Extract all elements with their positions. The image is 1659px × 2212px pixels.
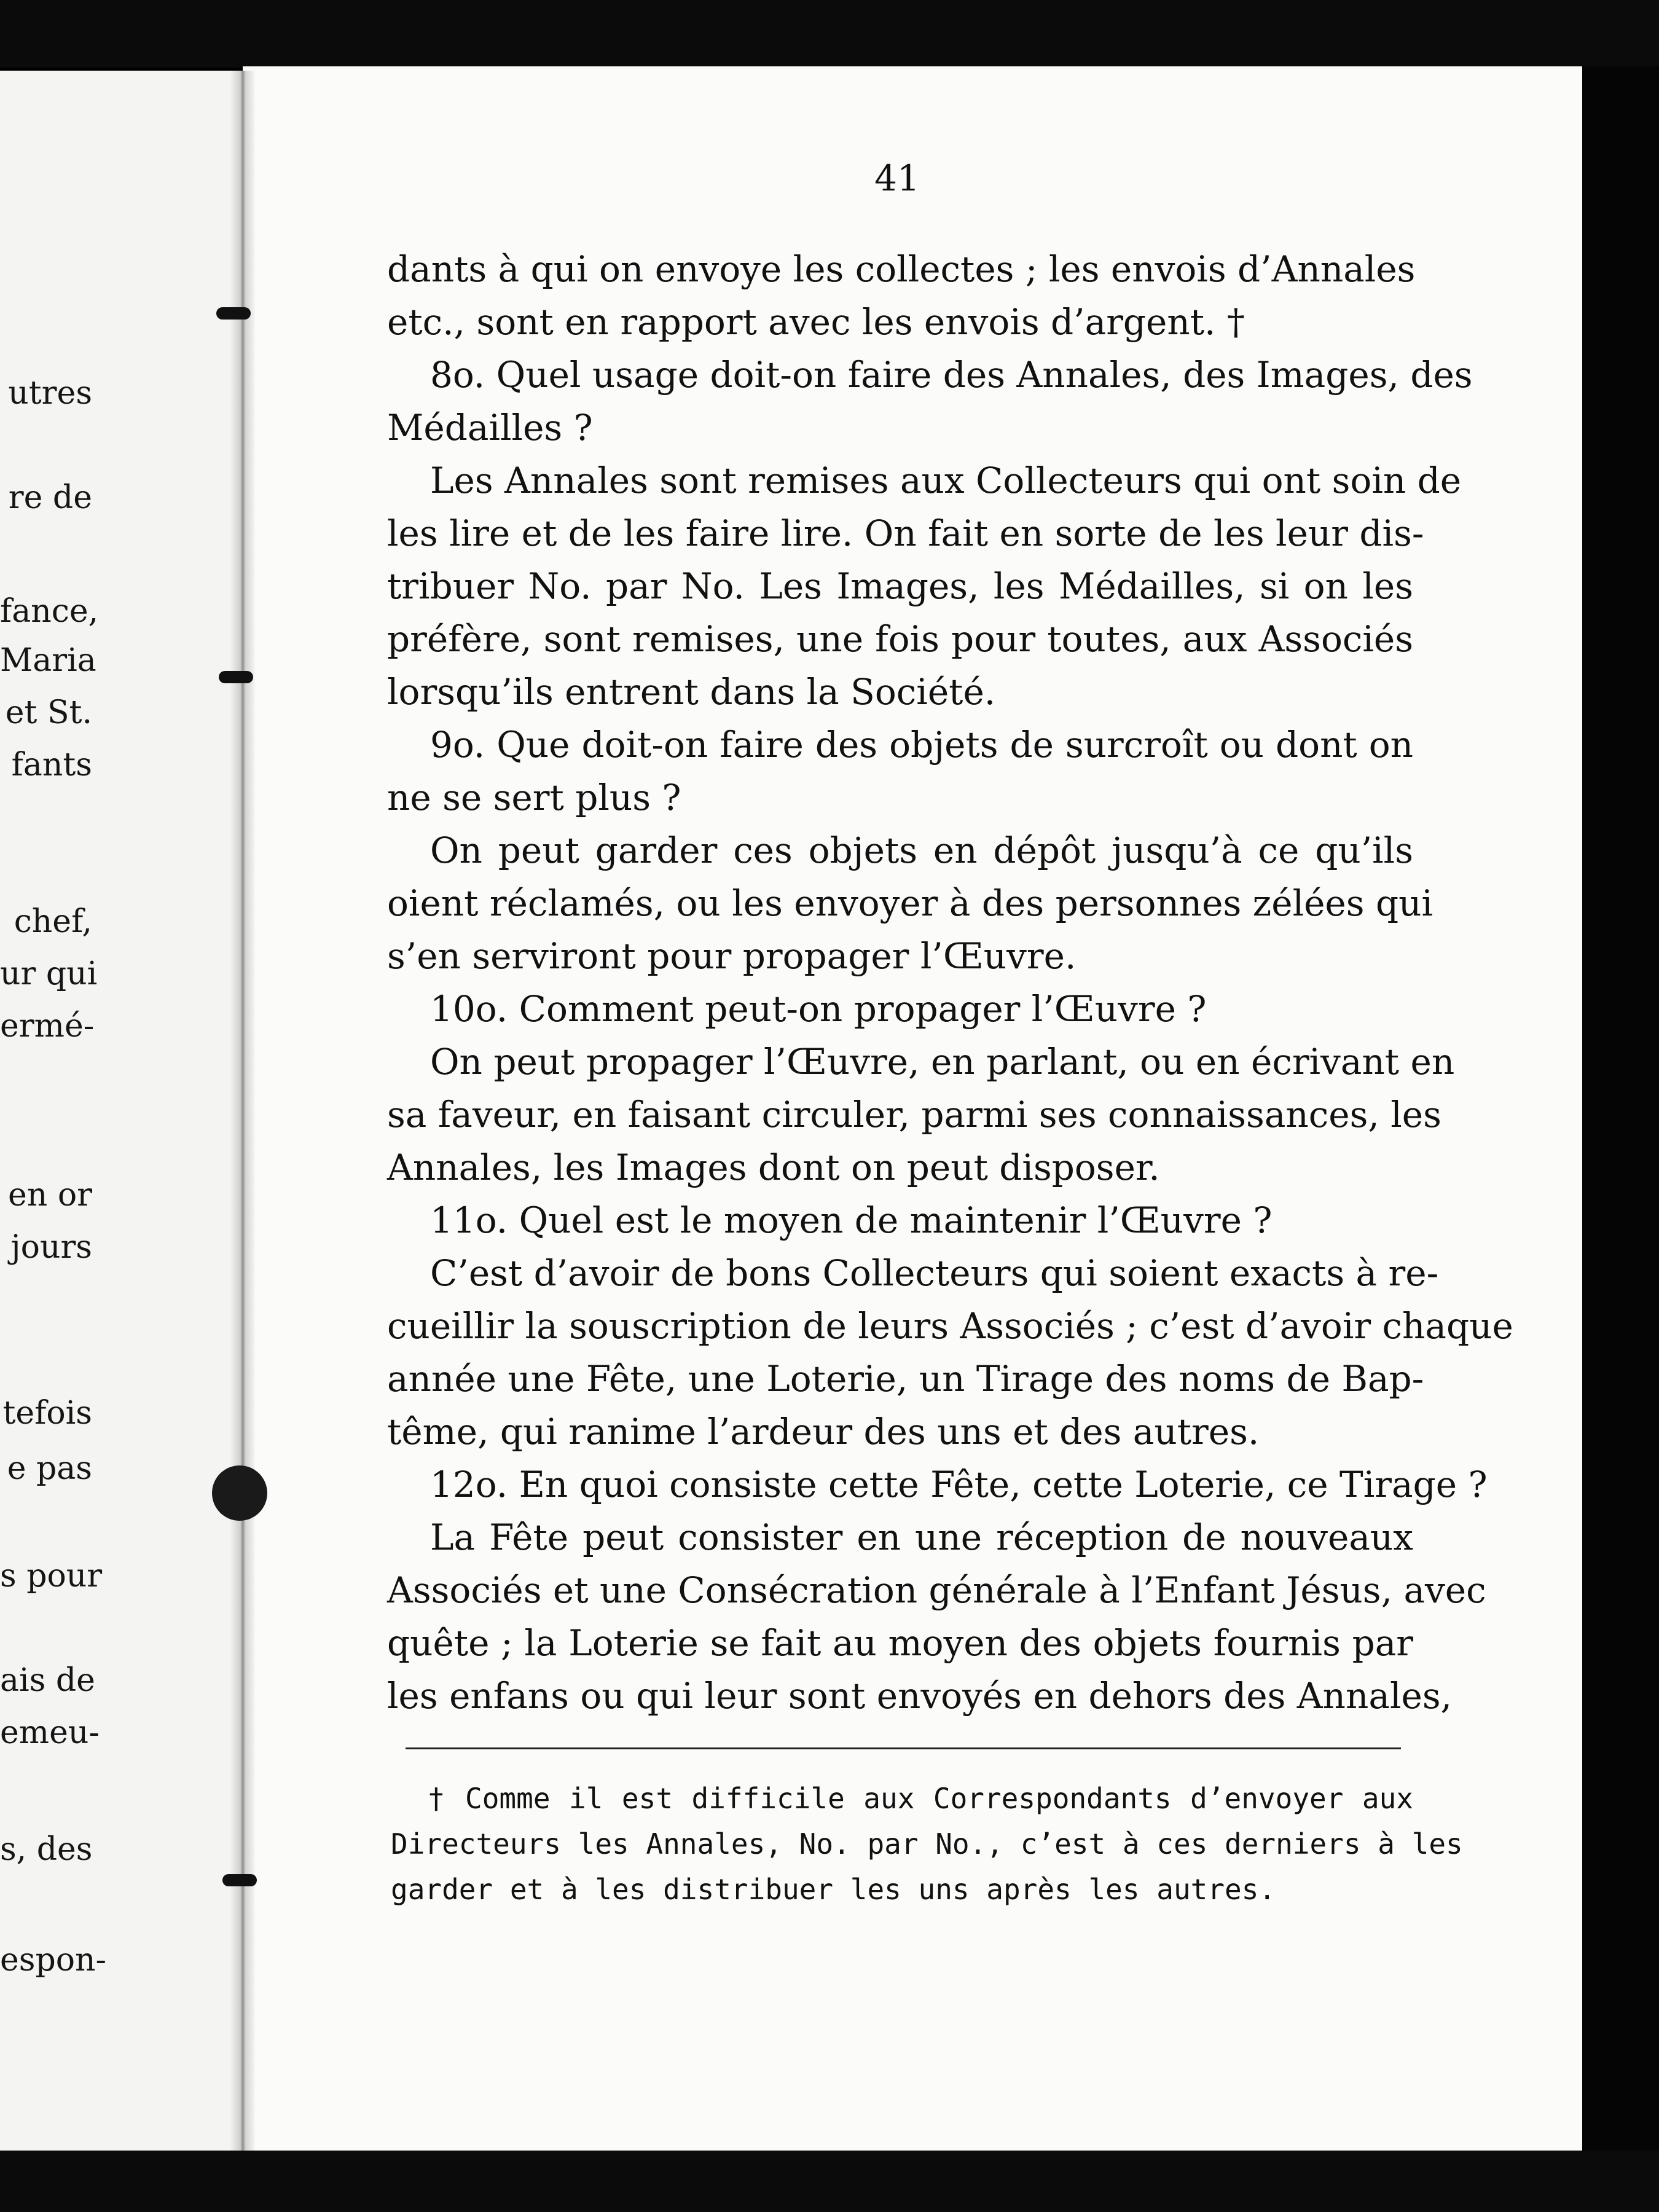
question-line: Médailles ? <box>387 407 593 449</box>
facing-page-fragment: Maria <box>0 642 96 679</box>
footnote-divider <box>406 1747 1401 1749</box>
text-line: quête ; la Loterie se fait au moyen des objets fournis par <box>387 1622 1413 1664</box>
scan-bottom-border <box>0 2151 1659 2212</box>
text-line: dants à qui on envoye les collectes ; les envois d’Annales <box>387 248 1416 290</box>
text-line: Annales, les Images dont on peut disposer. <box>387 1147 1160 1188</box>
scan-top-border <box>0 0 1659 68</box>
facing-page-fragment: ermé- <box>0 1008 95 1045</box>
facing-page-fragment: utres <box>8 375 92 412</box>
facing-page-fragment: s pour <box>0 1558 103 1594</box>
text-line: On peut garder ces objets en dépôt jusqu’à ce qu’ils <box>430 830 1413 871</box>
facing-page-fragment: en or <box>8 1177 92 1214</box>
question-line: ne se sert plus ? <box>387 777 681 818</box>
question-line: 10o. Comment peut-on propager l’Œuvre ? <box>430 988 1207 1030</box>
page-number: 41 <box>874 157 920 199</box>
facing-page <box>0 71 243 2154</box>
question-line: 9o. Que doit-on faire des objets de surcroît ou dont on <box>430 724 1413 766</box>
facing-page-fragment: espon- <box>0 1942 107 1979</box>
facing-page-fragment: jours <box>10 1229 92 1266</box>
text-line: cueillir la souscription de leurs Associés ; c’est d’avoir chaque <box>387 1305 1513 1347</box>
footnote-line: † Comme il est difficile aux Correspondants d’envoyer aux <box>428 1782 1413 1815</box>
body-text <box>387 243 1513 1722</box>
text-line: Les Annales sont remises aux Collecteurs qui ont soin de <box>430 460 1462 501</box>
facing-page-fragment: chef, <box>14 903 92 940</box>
text-line: oient réclamés, ou les envoyer à des personnes zélées qui <box>387 882 1433 924</box>
text-line: les lire et de les faire lire. On fait en sorte de les leur dis- <box>387 512 1424 554</box>
text-line: sa faveur, en faisant circuler, parmi ses connaissances, les <box>387 1094 1441 1135</box>
facing-page-fragment: et St. <box>5 694 92 731</box>
text-line: C’est d’avoir de bons Collecteurs qui soient exacts à re- <box>430 1252 1439 1294</box>
footnote-line: garder et à les distribuer les uns après les autres. <box>391 1873 1276 1906</box>
facing-page-fragment: fance, <box>0 593 99 630</box>
text-line: etc., sont en rapport avec les envois d’argent. † <box>387 301 1245 343</box>
footnote-line: Directeurs les Annales, No. par No., c’est à ces derniers à les <box>391 1827 1463 1861</box>
text-line: année une Fête, une Loterie, un Tirage des noms de Bap- <box>387 1358 1424 1400</box>
text-line: La Fête peut consister en une réception de nouveaux <box>430 1516 1413 1558</box>
facing-page-fragment: e pas <box>7 1450 92 1487</box>
text-line: les enfans ou qui leur sont envoyés en dehors des Annales, <box>387 1675 1453 1717</box>
text-line: tême, qui ranime l’ardeur des uns et des autres. <box>387 1411 1260 1453</box>
question-line: 8o. Quel usage doit-on faire des Annales, des Images, des <box>430 354 1473 396</box>
book-gutter <box>230 71 255 2154</box>
facing-page-fragment: s, des <box>0 1831 93 1868</box>
question-line: 12o. En quoi consiste cette Fête, cette Loterie, ce Tirage ? <box>430 1464 1488 1505</box>
binding-stitch <box>216 307 251 320</box>
facing-page-fragment: emeu- <box>0 1714 100 1751</box>
footnote <box>391 1776 1463 1912</box>
facing-page-fragment: ur qui <box>0 955 98 992</box>
text-line: s’en serviront pour propager l’Œuvre. <box>387 935 1077 977</box>
binding-stitch <box>219 671 253 683</box>
question-line: 11o. Quel est le moyen de maintenir l’Œuvre ? <box>430 1199 1273 1241</box>
facing-page-fragment: fants <box>11 747 92 783</box>
text-line: préfère, sont remises, une fois pour toutes, aux Associés <box>387 618 1413 660</box>
scan-right-border <box>1582 66 1659 2155</box>
facing-page-fragment: tefois <box>2 1395 92 1432</box>
text-line: lorsqu’ils entrent dans la Société. <box>387 671 996 713</box>
text-line: Associés et une Consécration générale à l’Enfant Jésus, avec <box>387 1569 1486 1611</box>
binding-stitch <box>222 1874 257 1886</box>
facing-page-fragment: ais de <box>0 1662 95 1699</box>
text-line: tribuer No. par No. Les Images, les Médailles, si on les <box>387 565 1413 607</box>
binding-stitch <box>212 1465 267 1521</box>
facing-page-fragment: re de <box>8 479 92 516</box>
text-line: On peut propager l’Œuvre, en parlant, ou en écrivant en <box>430 1041 1455 1083</box>
